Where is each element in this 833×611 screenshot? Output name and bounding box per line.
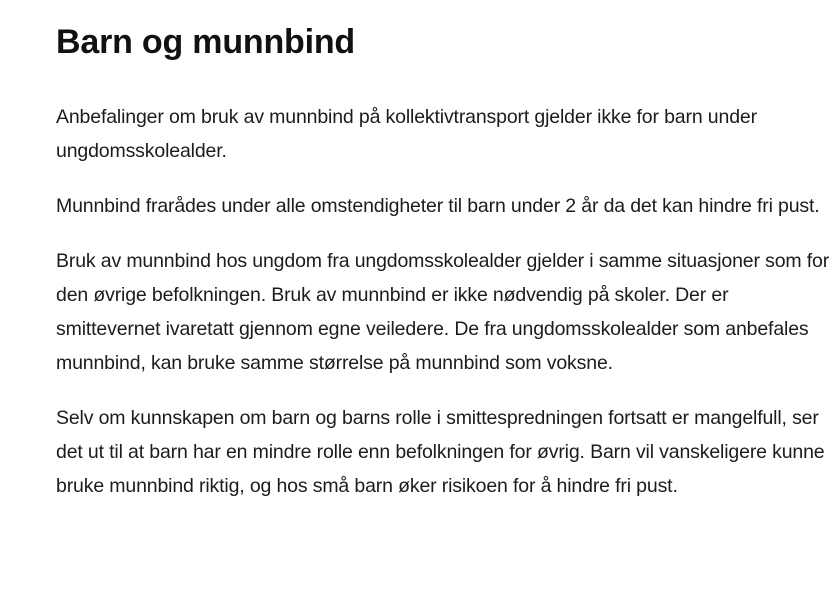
paragraph-knowledge: Selv om kunnskapen om barn og barns rolle i smittespredningen fortsatt er mangelfull, ser det ut til at barn har en mindre rolle enn befolkningen for øvrig. Barn vil vanskeligere kunne bruke munnbind riktig, og hos små barn øker risikoen for å hindre fri pust. <box>56 407 825 497</box>
paragraph-children-transport: Anbefalinger om bruk av munnbind på kollektivtransport gjelder ikke for barn under ungdomsskolealder. <box>56 106 757 162</box>
paragraph-youth: Bruk av munnbind hos ungdom fra ungdomsskolealder gjelder i samme situasjoner som for den øvrige befolkningen. Bruk av munnbind er ikke nødvendig på skoler. Der er smittevernet ivaretatt gjennom egne veiledere. De fra ungdomsskolealder som anbefales munnbind, kan bruke samme størrelse på munnbind som voksne. <box>56 250 830 374</box>
section-title: Barn og munnbind <box>56 23 355 61</box>
article-section <box>56 18 833 524</box>
paragraph-under-two: Munnbind frarådes under alle omstendigheter til barn under 2 år da det kan hindre fri pust. <box>56 195 820 217</box>
